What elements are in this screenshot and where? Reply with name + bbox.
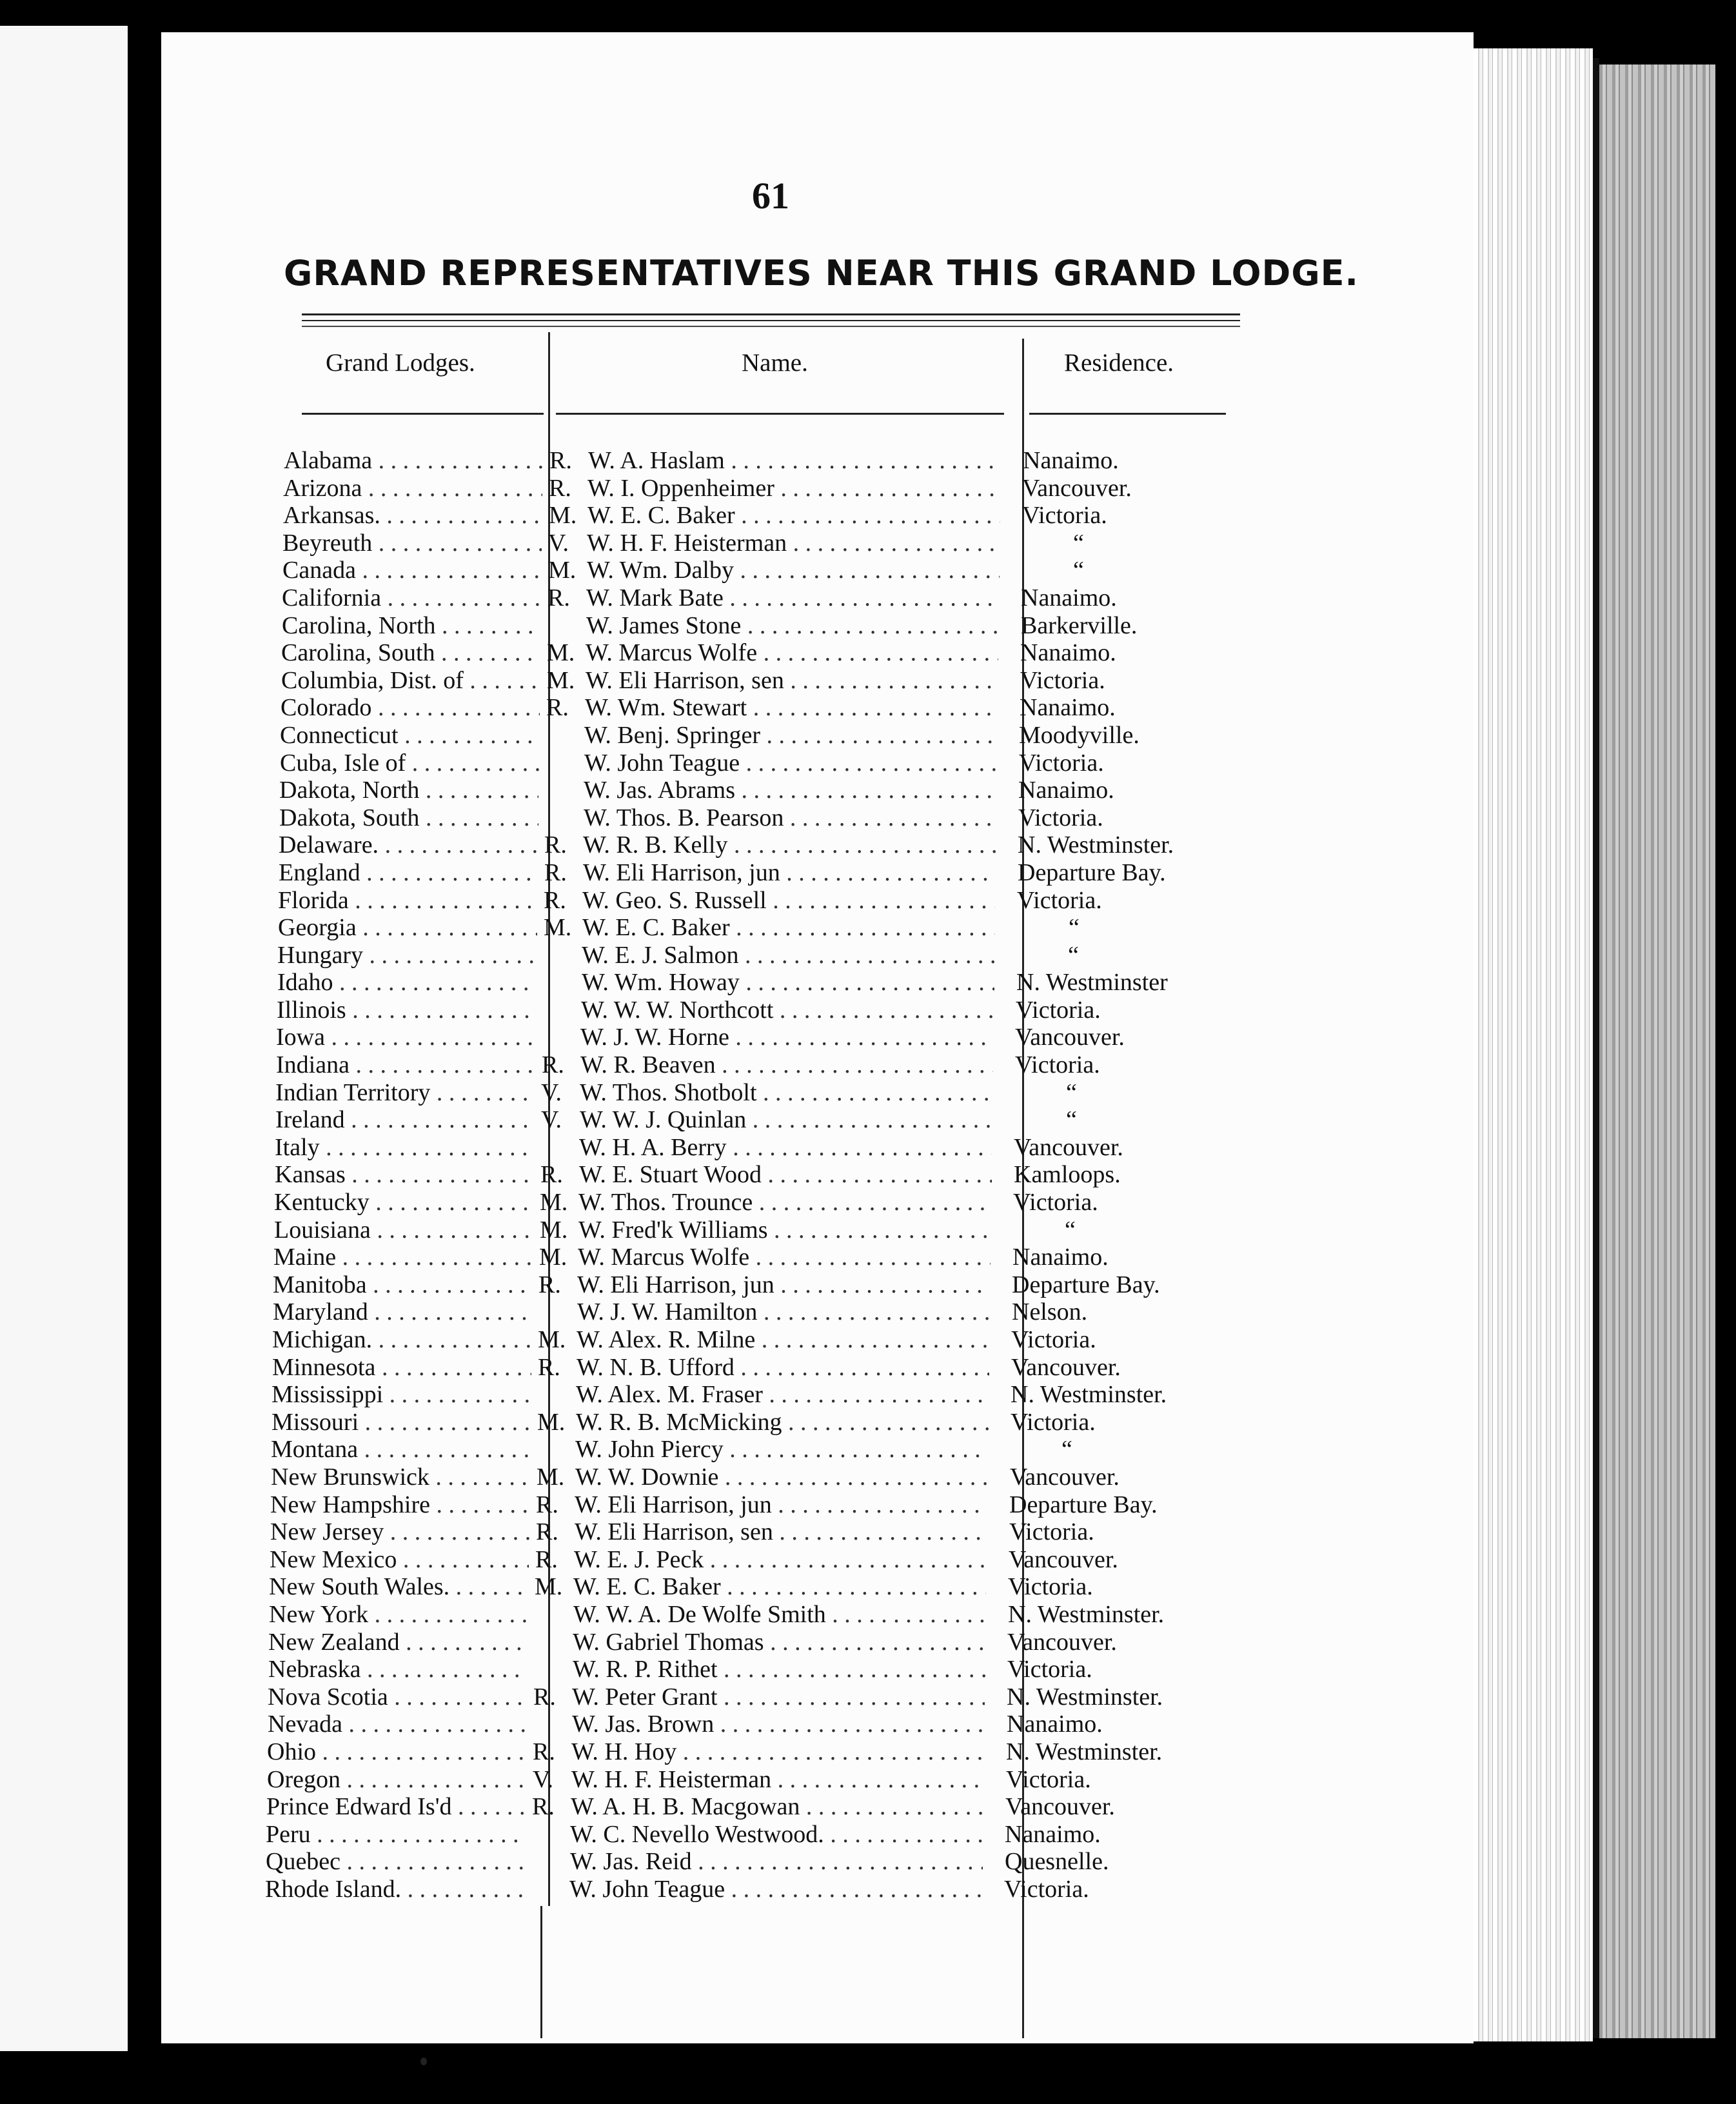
- name-cell: W. E. Stuart Wood . . .: [579, 1161, 992, 1189]
- residence-cell: “: [1073, 529, 1084, 557]
- column-divider: [540, 1906, 542, 2038]
- rank-cell: M.: [549, 502, 577, 530]
- residence-cell: N. Westminster.: [1018, 831, 1174, 859]
- name-cell: W. E. J. Salmon . . .: [582, 942, 994, 969]
- name-cell: W. John Teague . . .: [584, 749, 997, 777]
- name-cell: W. Gabriel Thomas . . .: [573, 1629, 985, 1656]
- residence-cell: “: [1065, 1216, 1076, 1244]
- table-row: [279, 831, 1285, 859]
- rank-cell: M.: [540, 1189, 568, 1216]
- grand-lodge-cell: Canada . . .: [282, 557, 542, 584]
- table-row: [271, 1436, 1277, 1464]
- grand-lodge-cell: Indiana . . .: [276, 1051, 535, 1079]
- table-row: [276, 1024, 1282, 1051]
- name-cell: W. J. W. Hamilton . . .: [577, 1298, 990, 1326]
- grand-lodge-cell: England . . .: [279, 859, 538, 887]
- rank-cell: R.: [536, 1491, 558, 1518]
- table-row: [278, 914, 1284, 942]
- grand-lodge-cell: Beyreuth . . .: [282, 530, 542, 557]
- table-row: [266, 1821, 1272, 1849]
- residence-cell: Moodyville.: [1019, 721, 1139, 749]
- residence-cell: Departure Bay.: [1018, 858, 1166, 886]
- name-cell: W. J. W. Horne . . .: [580, 1024, 993, 1051]
- residence-cell: Barkerville.: [1021, 611, 1138, 639]
- name-cell: W. E. C. Baker . . .: [587, 502, 1000, 530]
- book-spine-shadow: [128, 26, 161, 2051]
- residence-cell: Victoria.: [1004, 1875, 1089, 1903]
- residence-cell: Nanaimo.: [1020, 694, 1116, 722]
- residence-cell: Departure Bay.: [1012, 1271, 1160, 1298]
- name-cell: W. James Stone . . .: [586, 612, 999, 640]
- name-cell: W. Benj. Springer . . .: [584, 722, 997, 749]
- page-stack-edge: [1474, 48, 1593, 2041]
- residence-cell: Victoria.: [1017, 886, 1102, 914]
- rank-cell: R.: [542, 1051, 564, 1079]
- grand-lodge-cell: Connecticut . . .: [280, 722, 539, 749]
- grand-lodge-cell: Delaware. . . .: [279, 831, 538, 859]
- table-row: [279, 777, 1285, 804]
- residence-cell: Victoria.: [1020, 666, 1105, 694]
- grand-lodge-cell: Montana . . .: [271, 1436, 530, 1464]
- name-cell: W. W. A. De Wolfe Smith . . .: [573, 1601, 986, 1629]
- rank-cell: M.: [539, 1244, 567, 1271]
- rank-cell: V.: [548, 529, 569, 557]
- table-row: [275, 1134, 1281, 1162]
- title-rule: [302, 326, 1240, 327]
- residence-cell: Nelson.: [1012, 1298, 1088, 1326]
- table-row: [266, 1848, 1272, 1876]
- rank-cell: V.: [541, 1078, 562, 1106]
- table-row: [280, 722, 1286, 749]
- grand-lodge-cell: Oregon . . .: [267, 1766, 526, 1794]
- name-cell: W. Thos. Trounce . . .: [578, 1189, 991, 1216]
- residence-cell: “: [1069, 914, 1080, 942]
- cover-gap: [1593, 58, 1599, 2038]
- rank-cell: V.: [541, 1106, 562, 1134]
- grand-lodge-cell: Mississippi . . .: [271, 1381, 531, 1409]
- name-cell: W. Eli Harrison, sen . . .: [575, 1518, 987, 1546]
- grand-lodge-cell: Nebraska . . .: [268, 1656, 528, 1683]
- name-cell: W. Eli Harrison, jun . . .: [575, 1491, 987, 1519]
- print-speck: [420, 2058, 427, 2065]
- name-cell: W. C. Nevello Westwood. . . .: [570, 1821, 983, 1849]
- rank-cell: R.: [536, 1518, 558, 1546]
- table-row: [279, 859, 1285, 887]
- name-cell: W. Jas. Reid . . .: [570, 1848, 983, 1876]
- name-cell: W. Fred'k Williams . . .: [578, 1216, 991, 1244]
- rank-cell: M.: [547, 639, 575, 667]
- table-row: [275, 1161, 1281, 1189]
- header-rule: [1029, 413, 1226, 415]
- name-cell: W. R. B. McMicking . . .: [576, 1409, 989, 1436]
- grand-lodge-cell: Minnesota . . .: [272, 1354, 531, 1382]
- table-row: [276, 1051, 1282, 1079]
- rank-cell: M.: [537, 1408, 566, 1436]
- table-row: [266, 1793, 1272, 1821]
- name-cell: W. Eli Harrison, jun . . .: [577, 1271, 990, 1299]
- grand-lodge-cell: Ohio . . .: [267, 1738, 526, 1766]
- grand-lodge-cell: Florida . . .: [278, 887, 537, 915]
- name-cell: W. W. W. Northcott . . .: [581, 997, 994, 1024]
- name-cell: W. Wm. Stewart . . .: [585, 694, 998, 722]
- name-cell: W. Geo. S. Russell . . .: [582, 887, 995, 915]
- grand-lodge-cell: Dakota, North . . .: [279, 777, 538, 804]
- grand-lodge-cell: Louisiana . . .: [274, 1216, 533, 1244]
- residence-cell: Vancouver.: [1014, 1133, 1123, 1161]
- grand-lodge-cell: Colorado . . .: [281, 694, 540, 722]
- table-row: [270, 1491, 1276, 1519]
- table-row: [272, 1326, 1278, 1354]
- residence-cell: Victoria.: [1009, 1518, 1094, 1546]
- residence-cell: Victoria.: [1011, 1326, 1096, 1353]
- book-cover-board: [1599, 65, 1715, 2038]
- name-cell: W. Mark Bate . . .: [586, 584, 999, 612]
- name-cell: W. Marcus Wolfe . . .: [578, 1244, 991, 1271]
- rank-cell: R.: [535, 1545, 558, 1573]
- header-rule: [556, 413, 1004, 415]
- name-cell: W. A. H. B. Macgowan . . .: [571, 1793, 983, 1821]
- residence-cell: Nanaimo.: [1007, 1711, 1103, 1738]
- grand-lodge-cell: New South Wales. . . .: [269, 1573, 528, 1601]
- grand-lodge-cell: Prince Edward Is'd . . .: [266, 1793, 526, 1821]
- residence-cell: Departure Bay.: [1009, 1491, 1158, 1518]
- residence-cell: Vancouver.: [1015, 1024, 1125, 1051]
- residence-cell: Vancouver.: [1022, 474, 1132, 502]
- grand-lodge-cell: Carolina, South . . .: [281, 639, 540, 667]
- table-row: [268, 1683, 1274, 1711]
- name-cell: W. Alex. M. Fraser . . .: [576, 1381, 989, 1409]
- grand-lodge-cell: Kansas . . .: [275, 1161, 534, 1189]
- residence-cell: Victoria.: [1007, 1656, 1092, 1683]
- residence-cell: Nanaimo.: [1012, 1244, 1109, 1271]
- rank-cell: M.: [548, 557, 577, 584]
- name-cell: W. H. F. Heisterman . . .: [587, 530, 1000, 557]
- table-row: [280, 749, 1286, 777]
- rank-cell: R.: [547, 584, 570, 611]
- table-row: [277, 997, 1283, 1024]
- table-row: [268, 1629, 1274, 1656]
- grand-lodge-cell: Italy . . .: [275, 1134, 534, 1162]
- rank-cell: M.: [540, 1216, 568, 1244]
- rank-cell: R.: [546, 694, 569, 722]
- grand-lodge-cell: Georgia . . .: [278, 914, 537, 942]
- grand-lodge-cell: Quebec . . .: [266, 1848, 525, 1876]
- grand-lodge-cell: Cuba, Isle of . . .: [280, 749, 539, 777]
- grand-lodge-cell: Michigan. . . .: [272, 1326, 531, 1354]
- header-name: Name.: [742, 349, 808, 377]
- table-row: [270, 1518, 1276, 1546]
- grand-lodge-cell: Ireland . . .: [275, 1106, 535, 1134]
- grand-lodge-cell: New Hampshire . . .: [270, 1491, 529, 1519]
- name-cell: W. Wm. Dalby . . .: [587, 557, 1000, 584]
- rank-cell: R.: [538, 1353, 560, 1381]
- grand-lodge-cell: Nova Scotia . . .: [268, 1683, 527, 1711]
- grand-lodge-cell: New Jersey . . .: [270, 1518, 529, 1546]
- table-row: [273, 1298, 1279, 1326]
- grand-lodge-cell: Peru . . .: [266, 1821, 525, 1849]
- rank-cell: R.: [549, 447, 572, 474]
- name-cell: W. Jas. Brown . . .: [572, 1711, 985, 1738]
- grand-lodge-cell: New Brunswick . . .: [271, 1464, 530, 1491]
- residence-cell: Vancouver.: [1007, 1628, 1117, 1656]
- name-cell: W. John Teague . . .: [569, 1876, 982, 1903]
- grand-lodge-cell: Arizona . . .: [283, 475, 542, 502]
- rank-cell: M.: [537, 1463, 565, 1491]
- table-row: [281, 694, 1287, 722]
- grand-lodge-cell: Columbia, Dist. of . . .: [281, 667, 540, 695]
- residence-cell: N. Westminster.: [1011, 1381, 1167, 1409]
- name-cell: W. E. C. Baker . . .: [573, 1573, 986, 1601]
- name-cell: W. W. Downie . . .: [575, 1464, 988, 1491]
- representatives-table: [265, 447, 1290, 1903]
- rank-cell: M.: [544, 914, 572, 942]
- residence-cell: N. Westminster.: [1007, 1683, 1163, 1711]
- table-row: [275, 1106, 1281, 1134]
- grand-lodge-cell: New Zealand . . .: [268, 1629, 528, 1656]
- grand-lodge-cell: Idaho . . .: [277, 969, 537, 997]
- background-border: [1715, 52, 1736, 2051]
- table-row: [274, 1216, 1280, 1244]
- header-rule: [302, 413, 544, 415]
- table-row: [272, 1354, 1278, 1382]
- header-grand-lodges: Grand Lodges.: [326, 349, 475, 377]
- table-row: [282, 557, 1288, 584]
- table-row: [268, 1656, 1274, 1683]
- table-row: [265, 1876, 1271, 1903]
- grand-lodge-cell: Missouri . . .: [271, 1409, 531, 1436]
- residence-cell: Victoria.: [1019, 749, 1104, 777]
- residence-cell: Nanaimo.: [1018, 777, 1114, 804]
- residence-cell: Victoria.: [1013, 1189, 1098, 1216]
- grand-lodge-cell: Rhode Island. . . .: [265, 1876, 524, 1903]
- name-cell: W. R. B. Kelly . . .: [583, 831, 996, 859]
- grand-lodge-cell: Maryland . . .: [273, 1298, 532, 1326]
- table-row: [283, 475, 1289, 502]
- residence-cell: Nanaimo.: [1021, 584, 1117, 611]
- table-row: [281, 667, 1287, 695]
- name-cell: W. N. B. Ufford . . .: [577, 1354, 989, 1382]
- residence-cell: Nanaimo.: [1005, 1820, 1101, 1848]
- grand-lodge-cell: New Mexico . . .: [270, 1546, 529, 1574]
- rank-cell: R.: [549, 474, 571, 502]
- header-residence: Residence.: [1064, 349, 1174, 377]
- table-row: [282, 612, 1288, 640]
- table-row: [284, 447, 1290, 475]
- table-row: [283, 502, 1289, 530]
- grand-lodge-cell: Iowa . . .: [276, 1024, 535, 1051]
- table-row: [279, 804, 1285, 832]
- table-row: [269, 1601, 1275, 1629]
- grand-lodge-cell: Maine . . .: [273, 1244, 533, 1271]
- residence-cell: Victoria.: [1018, 804, 1103, 831]
- residence-cell: Nanaimo.: [1023, 447, 1119, 474]
- residence-cell: Nanaimo.: [1020, 639, 1116, 667]
- table-row: [269, 1573, 1275, 1601]
- table-row: [281, 639, 1287, 667]
- name-cell: W. John Piercy . . .: [575, 1436, 988, 1464]
- grand-lodge-cell: Manitoba . . .: [273, 1271, 532, 1299]
- name-cell: W. H. F. Heisterman . . .: [571, 1766, 984, 1794]
- residence-cell: “: [1066, 1078, 1077, 1106]
- name-cell: W. W. J. Quinlan . . .: [580, 1106, 992, 1134]
- name-cell: W. Eli Harrison, jun . . .: [583, 859, 996, 887]
- grand-lodge-cell: California . . .: [282, 584, 541, 612]
- name-cell: W. H. Hoy . . .: [571, 1738, 984, 1766]
- residence-cell: “: [1073, 557, 1084, 584]
- table-row: [273, 1244, 1279, 1271]
- rank-cell: R.: [538, 1271, 561, 1298]
- residence-cell: N. Westminster: [1016, 969, 1168, 997]
- residence-cell: Vancouver.: [1011, 1353, 1121, 1381]
- name-cell: W. Thos. Shotbolt . . .: [580, 1079, 992, 1107]
- name-cell: W. H. A. Berry . . .: [579, 1134, 992, 1162]
- rank-cell: M.: [535, 1573, 563, 1601]
- residence-cell: Victoria.: [1008, 1573, 1093, 1601]
- name-cell: W. R. P. Rithet . . .: [573, 1656, 985, 1683]
- rank-cell: R.: [544, 831, 567, 859]
- grand-lodge-cell: Dakota, South . . .: [279, 804, 538, 832]
- table-row: [268, 1711, 1274, 1738]
- rank-cell: M.: [547, 666, 575, 694]
- residence-cell: Quesnelle.: [1005, 1848, 1109, 1876]
- page-number: 61: [752, 175, 789, 217]
- table-row: [267, 1766, 1273, 1794]
- residence-cell: “: [1061, 1436, 1072, 1464]
- residence-cell: N. Westminster.: [1006, 1738, 1163, 1765]
- table-row: [274, 1189, 1280, 1216]
- residence-cell: N. Westminster.: [1008, 1600, 1165, 1628]
- name-cell: W. Eli Harrison, sen . . .: [586, 667, 998, 695]
- rank-cell: R.: [544, 886, 566, 914]
- name-cell: W. I. Oppenheimer . . .: [587, 475, 1000, 502]
- residence-cell: Vancouver.: [1010, 1463, 1120, 1491]
- grand-lodge-cell: Kentucky . . .: [274, 1189, 533, 1216]
- name-cell: W. E. C. Baker . . .: [582, 914, 995, 942]
- name-cell: W. Alex. R. Milne . . .: [577, 1326, 989, 1354]
- rank-cell: R.: [533, 1683, 556, 1711]
- residence-cell: “: [1066, 1106, 1077, 1134]
- title-rule: [302, 313, 1240, 315]
- rank-cell: R.: [532, 1793, 555, 1821]
- table-row: [282, 584, 1288, 612]
- grand-lodge-cell: New York . . .: [269, 1601, 528, 1629]
- page-title: GRAND REPRESENTATIVES NEAR THIS GRAND LODGE.: [284, 253, 1359, 293]
- grand-lodge-cell: Alabama . . .: [284, 447, 543, 475]
- grand-lodge-cell: Arkansas. . . .: [283, 502, 542, 530]
- table-row: [277, 969, 1283, 997]
- rank-cell: R.: [544, 858, 567, 886]
- residence-cell: Victoria.: [1011, 1408, 1096, 1436]
- name-cell: W. Jas. Abrams . . .: [584, 777, 996, 804]
- name-cell: W. Peter Grant . . .: [572, 1683, 985, 1711]
- rank-cell: R.: [533, 1738, 555, 1765]
- table-row: [270, 1546, 1276, 1574]
- name-cell: W. Thos. B. Pearson . . .: [584, 804, 996, 832]
- rank-cell: V.: [533, 1765, 554, 1793]
- grand-lodge-cell: Indian Territory . . .: [275, 1079, 535, 1107]
- table-row: [267, 1738, 1273, 1766]
- table-row: [273, 1271, 1279, 1299]
- table-row: [275, 1079, 1281, 1107]
- rank-cell: R.: [540, 1161, 563, 1189]
- grand-lodge-cell: Illinois . . .: [277, 997, 536, 1024]
- rank-cell: M.: [538, 1326, 566, 1353]
- residence-cell: Vancouver.: [1005, 1793, 1115, 1821]
- name-cell: W. A. Haslam . . .: [588, 447, 1001, 475]
- residence-cell: Victoria.: [1006, 1765, 1091, 1793]
- residence-cell: Victoria.: [1016, 996, 1101, 1024]
- residence-cell: “: [1068, 941, 1079, 969]
- residence-cell: Vancouver.: [1009, 1545, 1118, 1573]
- grand-lodge-cell: Nevada . . .: [268, 1711, 527, 1738]
- name-cell: W. R. Beaven . . .: [580, 1051, 993, 1079]
- table-row: [271, 1409, 1277, 1436]
- name-cell: W. Marcus Wolfe . . .: [586, 639, 998, 667]
- title-rule: [302, 320, 1240, 321]
- residence-cell: Victoria.: [1015, 1051, 1100, 1079]
- facing-page-edge: [0, 26, 128, 2051]
- residence-cell: Kamloops.: [1014, 1161, 1121, 1189]
- table-row: [271, 1381, 1277, 1409]
- name-cell: W. Wm. Howay . . .: [582, 969, 994, 997]
- table-row: [278, 887, 1284, 915]
- table-row: [277, 942, 1283, 969]
- grand-lodge-cell: Hungary . . .: [277, 942, 537, 969]
- name-cell: W. E. J. Peck . . .: [574, 1546, 987, 1574]
- grand-lodge-cell: Carolina, North . . .: [282, 612, 541, 640]
- table-row: [282, 530, 1288, 557]
- table-row: [271, 1464, 1277, 1491]
- residence-cell: Victoria.: [1022, 502, 1107, 530]
